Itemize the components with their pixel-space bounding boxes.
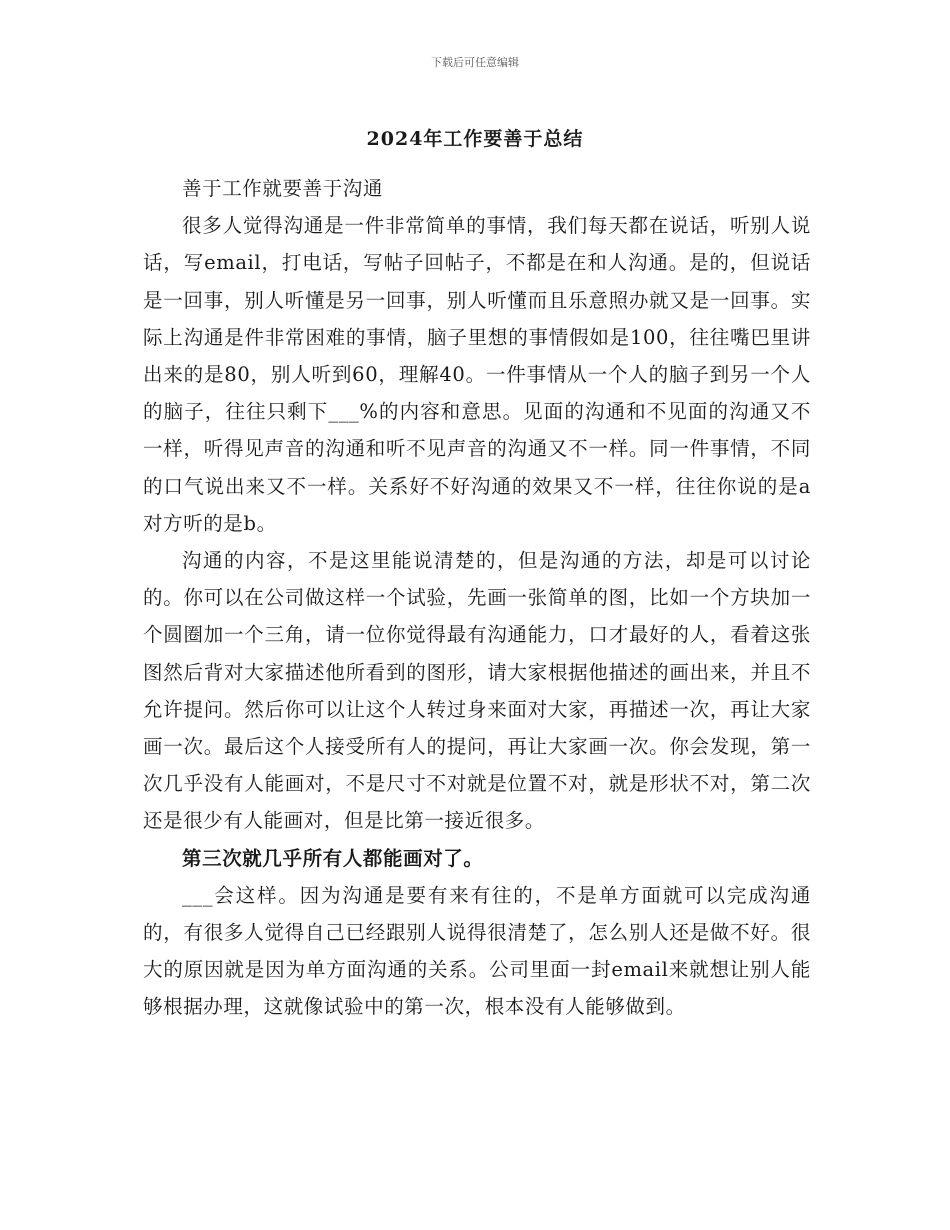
document-body — [143, 170, 811, 1026]
paragraph-two-way-communication: ___会这样。因为沟通是要有来有往的，不是单方面就可以完成沟通的，有很多人觉得自己已经跟别人说得很清楚了，怎么别人还是做不好。很大的原因就是因为单方面沟通的关系。公司里面一封email来就想让别人能够根据办理，这就像试验中的第一次，根本没有人能够做到。 — [143, 883, 811, 1019]
paragraph-communication-difficulty: 很多人觉得沟通是一件非常简单的事情，我们每天都在说话，听别人说话，写email，打电话，写帖子回帖子，不都是在和人沟通。是的，但说话是一回事，别人听懂是另一回事，别人听懂而且乐意照办就又是一回事。实际上沟通是件非常困难的事情，脑子里想的事情假如是100，往往嘴巴里讲出来的是80，别人听到60，理解40。一件事情从一个人的脑子到另一个人的脑子，往往只剩下___%的内容和意思。见面的沟通和不见面的沟通又不一样，听得见声音的沟通和听不见声音的沟通又不一样。同一件事情，不同的口气说出来又不一样。关系好不好沟通的效果又不一样，往往你说的是a对方听的是b。 — [143, 214, 811, 535]
paragraph-third-attempt: 第三次就几乎所有人都能画对了。 — [182, 846, 484, 870]
document-title: 2024年工作要善于总结 — [366, 128, 584, 150]
paragraph-drawing-experiment: 沟通的内容，不是这里能说清楚的，但是沟通的方法，却是可以讨论的。你可以在公司做这样一个试验，先画一张简单的图，比如一个方块加一个圆圈加一个三角，请一位你觉得最有沟通能力，口才最好的人，看着这张图然后背对大家描述他所看到的图形，请大家根据他描述的画出来，并且不允许提问。然后你可以让这个人转过身来面对大家，再描述一次，再让大家画一次。最后这个人接受所有人的提问，再让大家画一次。你会发现，第一次几乎没有人能画对，不是尺寸不对就是位置不对，就是形状不对，第二次还是很少有人能画对，但是比第一接近很多。 — [143, 549, 811, 833]
page-header-note: 下载后可任意编辑 — [431, 56, 519, 69]
paragraph-subtitle: 善于工作就要善于沟通 — [182, 177, 384, 200]
